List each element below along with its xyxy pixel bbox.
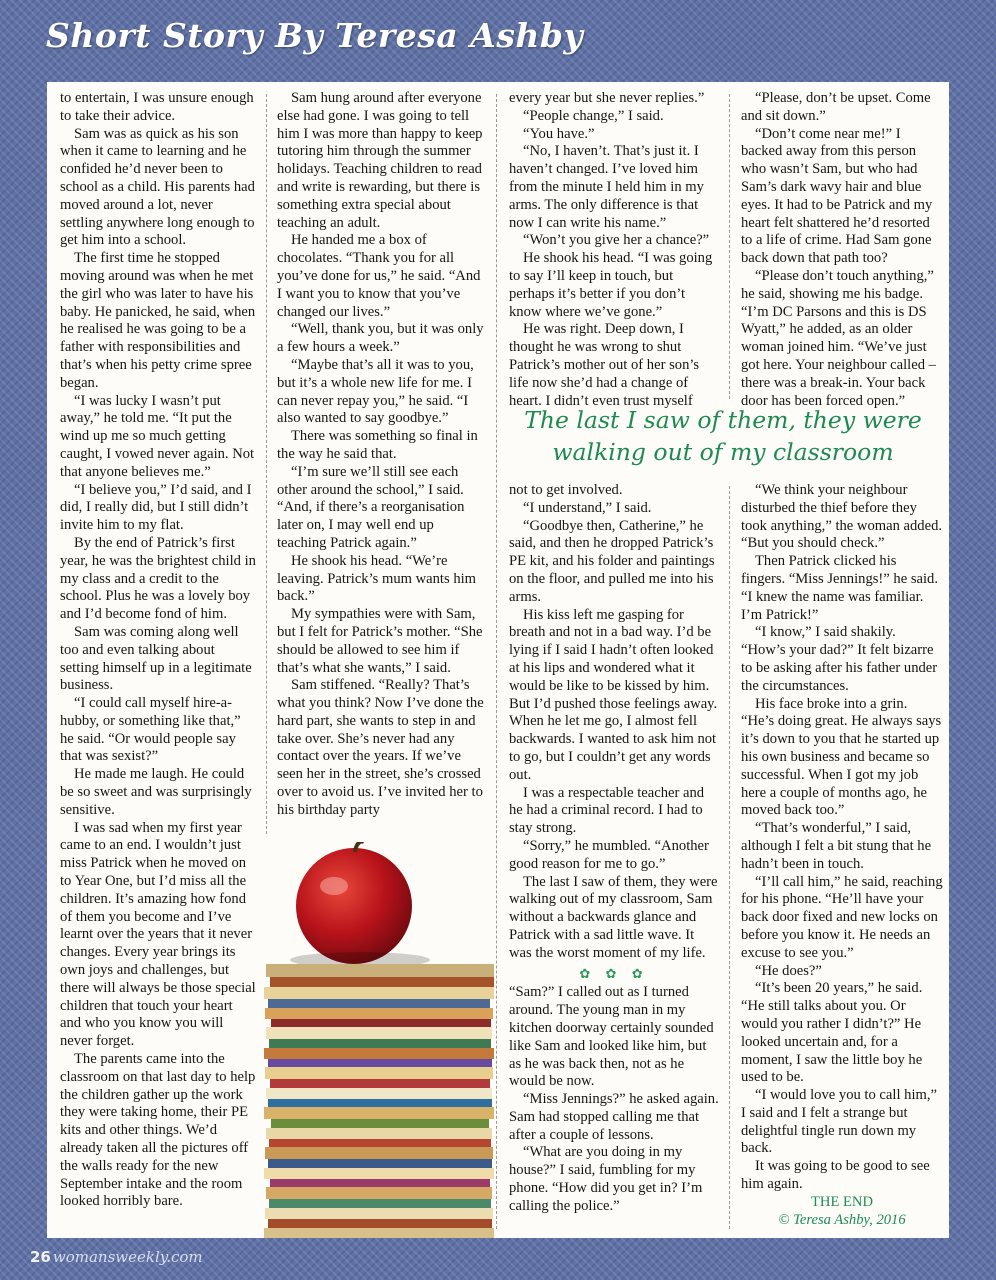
paragraph: The parents came into the classroom on that last day to help the children gather up the work they were taking home, their PE kits and other things. We’d already taken all the pictures off the walls ready for the new September intake and the room looked horribly bare.	[60, 1051, 256, 1210]
paragraph: Sam was as quick as his son when it came to learning and he confided he’d never been to school as a child. His parents had moved around a lot, never settling anywhere long enough to get him into a school.	[60, 125, 255, 249]
paragraph: “Won’t you give her a chance?”	[523, 232, 710, 249]
paragraph: “Sorry,” he mumbled. “Another good reason for me to go.”	[509, 837, 709, 872]
paragraph: “Don’t come near me!” I backed away from this person who wasn’t Sam, but who had Sam’s dark wavy hair and blue eyes. It had to be Patrick and my heart felt shattered he’d resorted to a life of crime. Had Sam gone back down that path too?	[741, 125, 933, 267]
paragraph: “What are you doing in my house?” I said, fumbling for my phone. “How did you get in? I’m calling the police.”	[509, 1144, 703, 1214]
paragraph: “I believe you,” I’d said, and I did, I really did, but I still didn’t invite him to my flat.	[60, 481, 252, 534]
page-number: 26	[30, 1248, 51, 1266]
paragraph: “I know,” I said shakily. “How’s your dad?” It felt bizarre to be asking after his father under the circumstances.	[741, 624, 938, 694]
column-divider	[266, 94, 267, 834]
paragraph: I was a respectable teacher and he had a criminal record. I had to stay strong.	[509, 784, 705, 837]
paragraph: “He does?”	[755, 962, 822, 979]
paragraph: “It’s been 20 years,” he said. “He still talks about you. Or would you rather I didn’t?” He looked uncertain and, for a moment, I saw the little boy he used to be.	[741, 980, 923, 1086]
paragraph: My sympathies were with Sam, but I felt for Patrick’s mother. “She should be allowed to see him if that’s what she wants,” I said.	[277, 606, 483, 676]
paragraph: “Miss Jennings?” he asked again. Sam had stopped calling me that after a couple of lessons.	[509, 1091, 719, 1143]
paragraph: Sam hung around after everyone else had gone. I was going to tell him I was more than happy to keep tutoring him through the summer holidays. Teaching children to read and write is rewarding, but there is something extra special about teaching an adult.	[277, 90, 483, 231]
paragraph: By the end of Patrick’s first year, he was the brightest child in my class and a credit to the school. Plus he was a lovely boy and I’d become fond of him.	[60, 534, 256, 623]
paragraph: “Goodbye then, Catherine,” he said, and then he dropped Patrick’s PE kit, and his folder and paintings on the floor, and pulled me into his arms.	[509, 517, 715, 605]
website-link[interactable]: womansweekly.com	[52, 1248, 203, 1266]
paragraph: “Well, thank you, but it was only a few hours a week.”	[277, 321, 484, 356]
copyright-line: © Teresa Ashby, 2016	[778, 1211, 906, 1228]
column-1	[60, 90, 257, 1211]
column-divider	[729, 486, 730, 1229]
paragraph: “I could call myself hire-a-hubby, or something like that,” he said. “Or would people say that was sexist?”	[60, 695, 241, 765]
paragraph: to entertain, I was unsure enough to take their advice.	[60, 90, 254, 124]
paragraph: Sam was coming along well too and even talking about setting himself up in a legitimate business.	[60, 623, 252, 694]
paragraph: There was something so final in the way he said that.	[277, 428, 478, 462]
column-4-top	[741, 90, 943, 410]
pull-quote	[503, 404, 943, 468]
paragraph: He was right. Deep down, I thought he was wrong to shut Patrick’s mother out of her son’s life now she’d had a change of heart. I didn’t even trust myself	[509, 321, 700, 409]
paragraph: not to get involved.	[509, 482, 623, 498]
paragraph: It was going to be good to see him again.	[741, 1158, 930, 1193]
paragraph: He handed me a box of chocolates. “Thank you for all you’ve done for us,” he said. “And I want you to know that you’ve changed our lives.”	[277, 232, 481, 320]
column-3-top	[509, 90, 719, 410]
pull-quote-line: walking out of my classroom	[552, 438, 894, 466]
paragraph: He shook his head. “I was going to say I’ll keep in touch, but perhaps it’s better if you don’t know where we’ve gone.”	[509, 250, 713, 320]
paragraph: His face broke into a grin. “He’s doing great. He always says it’s down to you that he started up his own business and became so successful. When I got my job here a couple of months ago, he moved back too.”	[741, 695, 942, 819]
paragraph: every year but she never replies.”	[509, 90, 705, 106]
paragraph: His kiss left me gasping for breath and not in a bad way. I’d be lying if I said I hadn’t often looked at his lips and wondered what it would be like to be kissed by him. But I’d pushed those feelings away. When he let me go, I almost fell backwards. I wanted to ask him not to go, but I couldn’t get any words out.	[509, 606, 718, 783]
pull-quote-line: The last I saw of them, they were	[524, 406, 922, 434]
column-4-bottom	[741, 482, 943, 1229]
paragraph: “Maybe that’s all it was to you, but it’s a whole new life for me. I can never repay you,” he said. “I also wanted to say goodbye.”	[277, 356, 474, 427]
the-end-label: THE END	[810, 1193, 873, 1210]
page-footer	[30, 1248, 203, 1266]
paragraph: Then Patrick clicked his fingers. “Miss Jennings!” he said. “I knew the name was familiar. I’m Patrick!”	[741, 553, 938, 623]
paragraph: He shook his head. “We’re leaving. Patrick’s mum wants him back.”	[277, 552, 477, 605]
paragraph: “I would love you to call him,” I said and I felt a strange but delightful tingle run down my back.	[741, 1087, 937, 1157]
paragraph: He made me laugh. He could be so sweet and was surprisingly sensitive.	[60, 766, 252, 818]
paragraph: “I’m sure we’ll still see each other around the school,” I said. “And, if there’s a reorganisation later on, I may well end up teaching Patrick again.”	[277, 463, 465, 551]
paragraph: “Please don’t touch anything,” he said, showing me his badge. “I’m DC Parsons and this is DS Wyatt,” he added, as an older woman joined him. “We’ve just got here. Your neighbour called – there was a break-in. Your back door has been forced open.”	[741, 267, 936, 409]
paragraph: “I understand,” I said.	[523, 499, 652, 516]
section-break-flowers: ✿ ✿ ✿	[579, 965, 649, 981]
paragraph: “I was lucky I wasn’t put away,” he told me. “It put the wind up me so much getting caught, I vowed never again. Not that anyone believes me.”	[60, 392, 255, 480]
paragraph: “Please, don’t be upset. Come and sit down.”	[741, 90, 931, 124]
paragraph: “You have.”	[523, 125, 595, 142]
paragraph: The first time he stopped moving around was when he met the girl who was later to have his baby. He panicked, he said, when he realised he was going to be a father with responsibilities and that’s when his petty crime spree began.	[60, 250, 256, 391]
column-2	[277, 90, 485, 820]
paragraph: “I’ll call him,” he said, reaching for his phone. “He’ll have your back door fixed and new locks on before you know it. He needs an excuse to see you.”	[741, 873, 943, 961]
paragraph: The last I saw of them, they were walking out of my classroom, Sam without a backwards glance and Patrick with a sad little wave. It was the worst moment of my life.	[509, 873, 718, 961]
paragraph: “That’s wonderful,” I said, although I felt a bit stung that he hadn’t been in touch.	[741, 820, 932, 872]
paragraph: “No, I haven’t. That’s just it. I haven’t changed. I’ve loved him from the minute I held him in my arms. The only difference is that now I can write his name.”	[509, 143, 704, 231]
column-divider	[729, 94, 730, 399]
column-3-bottom	[509, 482, 719, 1216]
paragraph: “We think your neighbour disturbed the thief before they took anything,” the woman added. “But you should check.”	[741, 482, 943, 552]
paragraph: I was sad when my first year came to an end. I wouldn’t just miss Patrick when he moved on to Year One, but I’d miss all the children. It’s amazing how fond of them you become and I’ve learnt over the years that it never changes. Every year brings its own joys and challenges, but there will always be those special children that touch your heart and who you know you will never forget.	[60, 819, 256, 1050]
paragraph: Sam stiffened. “Really? That’s what you think? Now I’ve done the hard part, she wants to step in and take over. She’s never had any contact over the years. If we’ve seen her in the street, she’s crossed over to avoid us. I’ve invited her to his birthday party	[277, 677, 484, 818]
page-header-title: Short Story By Teresa Ashby	[46, 16, 584, 55]
apple-on-books-illustration	[262, 842, 498, 1238]
paragraph: “People change,” I said.	[523, 107, 664, 124]
paragraph: “Sam?” I called out as I turned around. The young man in my kitchen doorway certainly sounded like Sam and looked like him, but as he was back then, not as he would be now.	[509, 984, 714, 1090]
